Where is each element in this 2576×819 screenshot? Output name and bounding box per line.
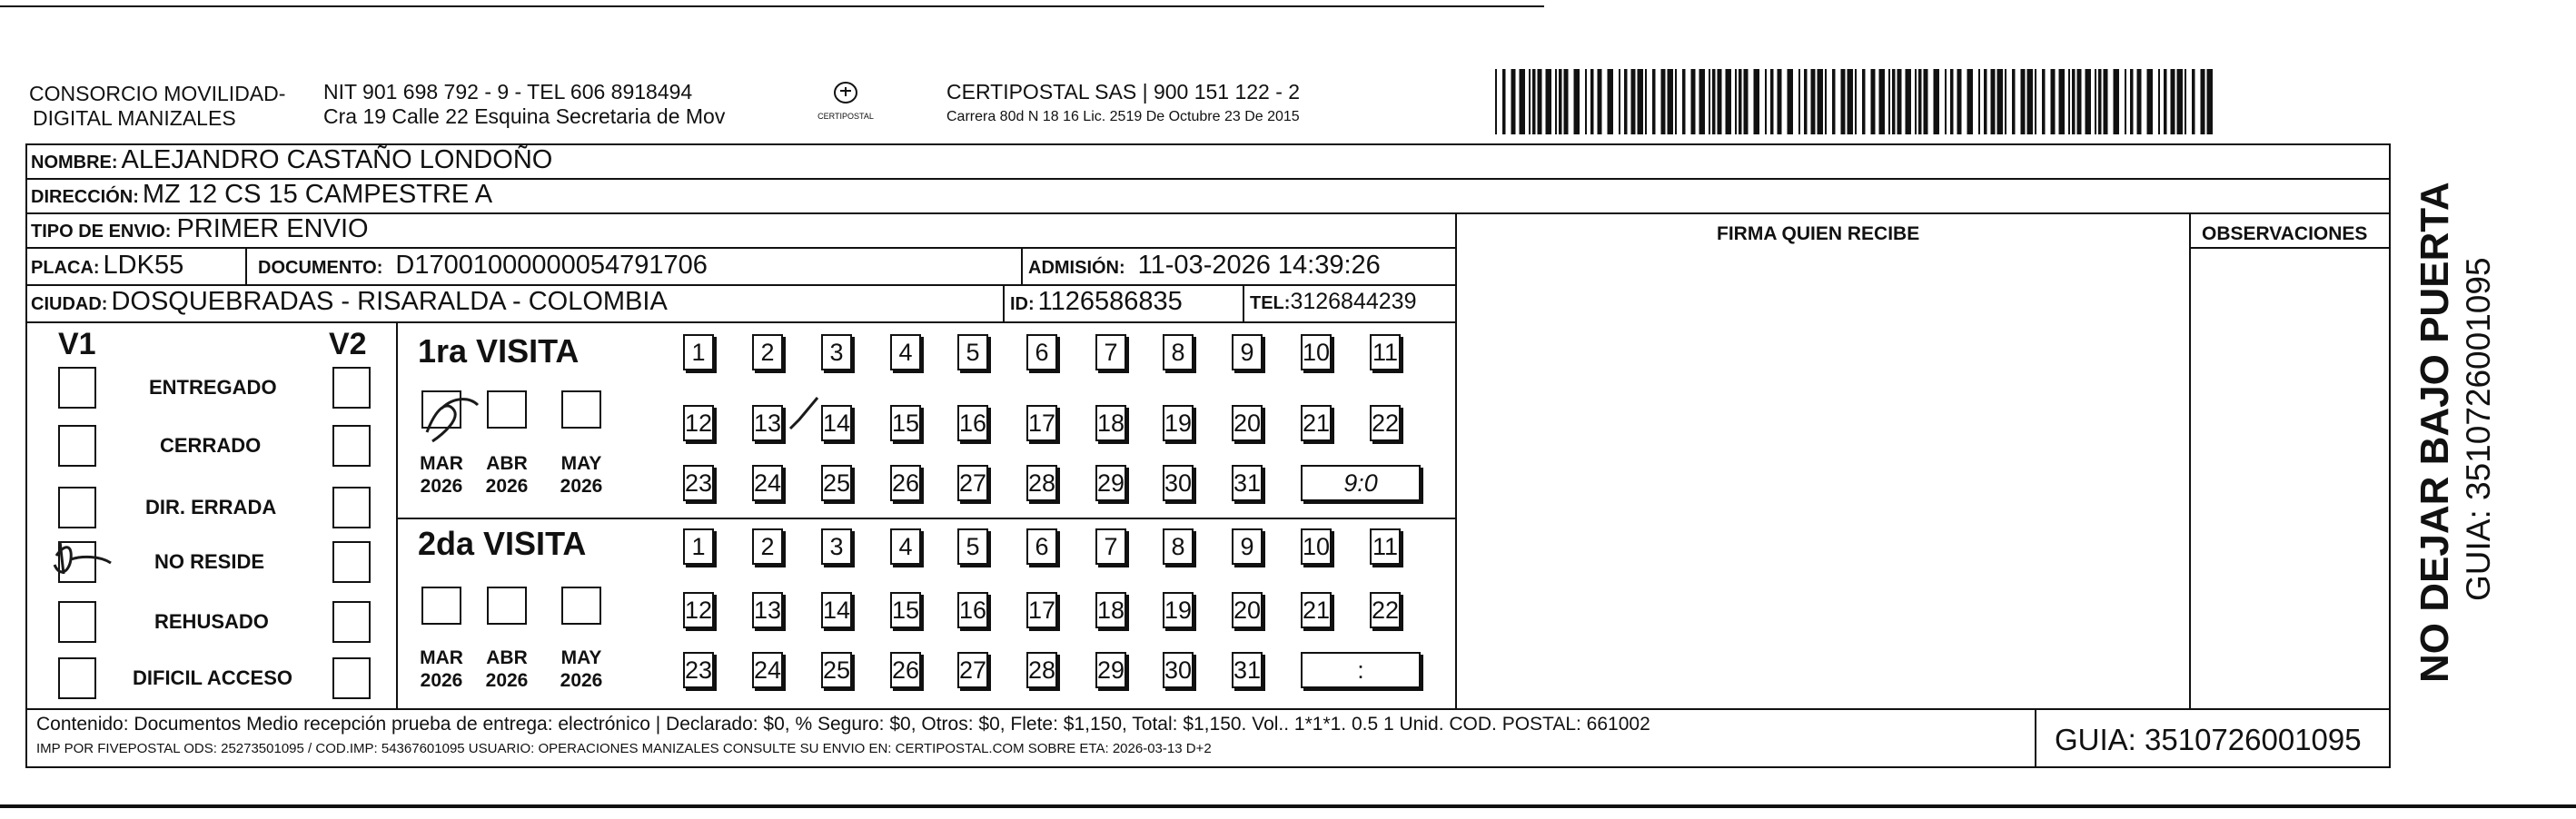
status-divider — [396, 321, 398, 708]
barcode-bar — [1564, 69, 1569, 134]
day-box[interactable]: 5 — [957, 528, 988, 565]
barcode-bar — [1841, 69, 1846, 134]
barcode-bar — [1538, 69, 1542, 134]
barcode-bar — [1645, 69, 1647, 134]
day-box[interactable]: 24 — [752, 652, 783, 688]
barcode-bar — [2012, 69, 2016, 134]
day-box[interactable]: 14 — [821, 592, 852, 628]
day-box[interactable]: 2 — [752, 528, 783, 565]
barcode-bar — [2098, 69, 2102, 134]
barcode-bar — [1559, 69, 1562, 134]
barcode-bar — [1495, 69, 1497, 134]
day-box[interactable]: 17 — [1026, 405, 1057, 441]
day-box[interactable]: 12 — [683, 592, 714, 628]
month-label — [414, 452, 469, 498]
barcode-bar — [1699, 69, 1706, 134]
day-box[interactable]: 21 — [1301, 405, 1332, 441]
day-box[interactable]: 7 — [1095, 334, 1126, 370]
status-option-label: ENTREGADO — [149, 376, 277, 399]
nombre-value: ALEJANDRO CASTAÑO LONDOÑO — [121, 145, 553, 174]
first-visit-title: 1ra VISITA — [418, 332, 580, 370]
month-name: ABR — [486, 647, 528, 668]
barcode-bar — [1668, 69, 1674, 134]
barcode-bar — [1862, 69, 1866, 134]
barcode-bar — [1754, 69, 1760, 134]
barcode-bar — [1924, 69, 1928, 134]
barcode-bar — [2095, 69, 2096, 134]
courier-logo — [816, 80, 876, 121]
barcode-bar — [1631, 69, 1636, 134]
v2-checkbox[interactable] — [332, 657, 371, 699]
tipo-value: PRIMER ENVIO — [176, 214, 369, 243]
month-checkbox[interactable] — [487, 587, 527, 625]
month-label — [414, 646, 469, 692]
status-option-label: DIR. ERRADA — [145, 496, 277, 518]
day-box[interactable]: 14 — [821, 405, 852, 441]
rule-4 — [25, 284, 1455, 286]
barcode-bar — [1608, 69, 1614, 134]
ciudad-row — [31, 287, 668, 317]
second-visit-title: 2da VISITA — [418, 525, 587, 562]
month-year: 2026 — [560, 670, 603, 691]
barcode-bar — [1778, 69, 1782, 134]
day-box[interactable]: 13 — [752, 592, 783, 628]
day-box[interactable]: 4 — [890, 334, 921, 370]
barcode-bar — [1832, 69, 1836, 134]
day-box[interactable]: 22 — [1370, 405, 1401, 441]
v2-checkbox[interactable] — [332, 601, 371, 643]
barcode-bar — [2137, 69, 2142, 134]
barcode-bar — [2035, 69, 2036, 134]
barcode-bar — [1661, 69, 1666, 134]
documento-value: D17001000000054791706 — [395, 251, 708, 280]
barcode-bar — [2164, 69, 2167, 134]
day-box[interactable]: 15 — [890, 592, 921, 628]
day-box[interactable]: 8 — [1163, 528, 1194, 565]
courier-logo-icon — [827, 80, 864, 107]
barcode-bar — [1855, 69, 1857, 134]
barcode-bar — [1682, 69, 1686, 134]
barcode-bar — [1906, 69, 1912, 134]
barcode-bar — [1871, 69, 1876, 134]
sender-nit: NIT 901 698 792 - 9 - TEL 606 8918494 — [323, 80, 693, 104]
day-box[interactable]: 31 — [1232, 652, 1263, 688]
barcode-bar — [1984, 69, 1987, 134]
barcode-bar — [2171, 69, 2175, 134]
day-box[interactable]: 23 — [683, 465, 714, 501]
courier-logo-text: CERTIPOSTAL — [817, 112, 874, 121]
barcode-bar — [1950, 69, 1954, 134]
barcode-bar — [2051, 69, 2056, 134]
barcode-bar — [2104, 69, 2108, 134]
tel-divider — [1243, 284, 1244, 321]
month-year: 2026 — [420, 670, 463, 691]
id-divider — [1003, 284, 1005, 321]
nombre-row — [31, 145, 552, 175]
barcode-bar — [1585, 69, 1587, 134]
barcode-bar — [1978, 69, 1980, 134]
v1-checkbox[interactable] — [58, 601, 96, 643]
month-name: ABR — [486, 453, 528, 474]
barcode-bar — [1997, 69, 2004, 134]
courier-line-2: Carrera 80d N 18 16 Lic. 2519 De Octubre 23 De 2015 — [946, 109, 1300, 124]
v1-checkbox[interactable] — [58, 367, 96, 409]
day-box[interactable]: 9 — [1232, 334, 1263, 370]
day-box[interactable]: 29 — [1095, 652, 1126, 688]
barcode-bar — [2027, 69, 2034, 134]
barcode-bar — [1520, 69, 1526, 134]
day-box[interactable]: 17 — [1026, 592, 1057, 628]
barcode-bar — [2177, 69, 2184, 134]
barcode-bar — [2086, 69, 2092, 134]
day-box[interactable]: 28 — [1026, 465, 1057, 501]
barcode-bar — [1726, 69, 1732, 134]
barcode-bar — [2158, 69, 2160, 134]
v2-checkbox[interactable] — [332, 541, 371, 583]
barcode-bar — [1546, 69, 1552, 134]
day-box[interactable]: 20 — [1232, 592, 1263, 628]
barcode-bar — [2185, 69, 2186, 134]
barcode-bar — [2021, 69, 2026, 134]
tel-row — [1250, 289, 1416, 315]
placa-row — [31, 251, 183, 281]
day-box[interactable]: 11 — [1370, 528, 1401, 565]
side-guia: GUIA: 3510726001095 — [2460, 257, 2497, 601]
barcode-bar — [1848, 69, 1854, 134]
day-box[interactable]: 5 — [957, 334, 988, 370]
barcode-bar — [1818, 69, 1824, 134]
placa-value: LDK55 — [103, 251, 184, 280]
day-box[interactable]: 25 — [821, 465, 852, 501]
barcode-bar — [1915, 69, 1917, 134]
day-box[interactable]: 18 — [1095, 592, 1126, 628]
direccion-row — [31, 180, 492, 210]
status-option-label: CERRADO — [160, 434, 262, 457]
barcode-bar — [2042, 69, 2046, 134]
admision-label: ADMISIÓN: — [1028, 258, 1125, 278]
month-year: 2026 — [420, 476, 463, 497]
barcode-bar — [1675, 69, 1677, 134]
barcode-bar — [1991, 69, 1996, 134]
month-label — [554, 452, 609, 498]
barcode-bar — [2147, 69, 2154, 134]
barcode-bar — [1709, 69, 1710, 134]
barcode-bar — [1638, 69, 1644, 134]
firma-header: FIRMA QUIEN RECIBE — [1717, 223, 1920, 244]
rule-3 — [25, 247, 1455, 249]
day-box[interactable]: 19 — [1163, 405, 1194, 441]
day-box[interactable]: 27 — [957, 652, 988, 688]
placa-label: PLACA: — [31, 258, 100, 278]
barcode-bar — [1957, 69, 1962, 134]
day-box[interactable]: 25 — [821, 652, 852, 688]
footer-content: Contenido: Documentos Medio recepción prueba de entrega: electrónico | Declarado: $0, % Seguro: $0, Otros: $0, Flete: $1,150, Total: $1,150. Vol.. 1*1*1. 0.5 1 Unid. COD. POSTAL: 661002 — [36, 714, 1650, 735]
barcode-bar — [1735, 69, 1737, 134]
barcode-bar — [1945, 69, 1947, 134]
time-box[interactable]: : — [1301, 652, 1421, 688]
barcode — [1495, 69, 2218, 134]
footer-guia-divider — [2035, 708, 2036, 768]
barcode-bar — [1739, 69, 1742, 134]
day-box[interactable]: 30 — [1163, 465, 1194, 501]
courier-line-1: CERTIPOSTAL SAS | 900 151 122 - 2 — [946, 80, 1301, 104]
day-box[interactable]: 19 — [1163, 592, 1194, 628]
barcode-bar — [2192, 69, 2195, 134]
day-box[interactable]: 31 — [1232, 465, 1263, 501]
day-box[interactable]: 18 — [1095, 405, 1126, 441]
barcode-bar — [1652, 69, 1656, 134]
v1-checkbox[interactable] — [58, 541, 96, 583]
time-box[interactable]: 9:0 — [1301, 465, 1421, 501]
bottom-edge — [0, 804, 2576, 808]
documento-row — [258, 251, 708, 281]
sender-line-2: DIGITAL MANIZALES — [33, 106, 236, 130]
tel-label: TEL: — [1250, 293, 1291, 313]
barcode-bar — [1770, 69, 1774, 134]
month-checkbox[interactable] — [421, 587, 461, 625]
month-checkbox[interactable] — [487, 390, 527, 429]
firma-area[interactable] — [1457, 249, 2189, 708]
status-option-label: DIFICIL ACCESO — [133, 666, 293, 689]
tel-value: 3126844239 — [1290, 289, 1417, 314]
day-box[interactable]: 21 — [1301, 592, 1332, 628]
v1-header: V1 — [58, 327, 96, 361]
sender-address: Cra 19 Calle 22 Esquina Secretaria de Mov — [323, 104, 726, 128]
day-box[interactable]: 29 — [1095, 465, 1126, 501]
day-box[interactable]: 16 — [957, 405, 988, 441]
barcode-bar — [1804, 69, 1808, 134]
v2-checkbox[interactable] — [332, 425, 371, 467]
rule-5 — [25, 321, 1455, 323]
month-name: MAR — [420, 647, 463, 668]
ciudad-label: CIUDAD: — [31, 294, 108, 314]
barcode-bar — [1788, 69, 1794, 134]
barcode-bar — [2201, 69, 2205, 134]
day-box[interactable]: 1 — [683, 528, 714, 565]
no-dejar-bajo-puerta: NO DEJAR BAJO PUERTA — [2413, 182, 2457, 683]
barcode-bar — [1502, 69, 1506, 134]
barcode-bar — [1879, 69, 1886, 134]
sender-name — [29, 82, 285, 131]
month-label — [480, 646, 534, 692]
day-box[interactable]: 13 — [752, 405, 783, 441]
day-box[interactable]: 8 — [1163, 334, 1194, 370]
v1-checkbox[interactable] — [58, 657, 96, 699]
barcode-bar — [1529, 69, 1531, 134]
day-box[interactable]: 15 — [890, 405, 921, 441]
day-box[interactable]: 6 — [1026, 334, 1057, 370]
v1-checkbox[interactable] — [58, 425, 96, 467]
observaciones-area[interactable] — [2191, 249, 2391, 708]
day-box[interactable]: 27 — [957, 465, 988, 501]
day-box[interactable]: 26 — [890, 652, 921, 688]
admision-value: 11-03-2026 14:39:26 — [1137, 251, 1381, 280]
barcode-bar — [2068, 69, 2070, 134]
day-box[interactable]: 11 — [1370, 334, 1401, 370]
barcode-bar — [1574, 69, 1580, 134]
courier-info — [946, 80, 1300, 126]
barcode-bar — [1712, 69, 1716, 134]
day-box[interactable]: 26 — [890, 465, 921, 501]
v1-checkbox[interactable] — [58, 487, 96, 528]
barcode-bar — [1691, 69, 1696, 134]
top-edge — [0, 5, 1544, 7]
direccion-label: DIRECCIÓN: — [31, 187, 139, 207]
barcode-bar — [2077, 69, 2082, 134]
id-value: 1126586835 — [1037, 287, 1183, 316]
observaciones-header: OBSERVACIONES — [2202, 223, 2368, 244]
v2-checkbox[interactable] — [332, 487, 371, 528]
day-box[interactable]: 16 — [957, 592, 988, 628]
day-box[interactable]: 3 — [821, 334, 852, 370]
month-checkbox[interactable] — [421, 390, 461, 429]
month-name: MAY — [560, 647, 602, 668]
barcode-bar — [1918, 69, 1922, 134]
day-box[interactable]: 6 — [1026, 528, 1057, 565]
visit-divider — [396, 518, 1455, 519]
month-name: MAR — [420, 453, 463, 474]
barcode-bar — [1934, 69, 1940, 134]
barcode-bar — [1765, 69, 1767, 134]
day-box[interactable]: 1 — [683, 334, 714, 370]
day-box[interactable]: 12 — [683, 405, 714, 441]
barcode-bar — [2207, 69, 2214, 134]
v2-header: V2 — [329, 327, 367, 361]
day-box[interactable]: 10 — [1301, 334, 1332, 370]
barcode-bar — [2059, 69, 2066, 134]
barcode-bar — [1624, 69, 1628, 134]
day-box[interactable]: 4 — [890, 528, 921, 565]
barcode-bar — [1511, 69, 1516, 134]
rule-2 — [25, 212, 2391, 214]
day-box[interactable]: 20 — [1232, 405, 1263, 441]
barcode-bar — [1555, 69, 1557, 134]
barcode-bar — [2005, 69, 2006, 134]
barcode-bar — [1590, 69, 1594, 134]
month-year: 2026 — [485, 670, 529, 691]
ciudad-value: DOSQUEBRADAS - RISARALDA - COLOMBIA — [111, 287, 668, 316]
barcode-bar — [1825, 69, 1827, 134]
tipo-row — [31, 214, 369, 244]
barcode-bar — [1897, 69, 1902, 134]
barcode-bar — [1798, 69, 1800, 134]
barcode-bar — [1892, 69, 1896, 134]
barcode-bar — [1619, 69, 1620, 134]
day-box[interactable]: 2 — [752, 334, 783, 370]
status-option-label: REHUSADO — [154, 610, 269, 633]
nombre-label: NOMBRE: — [31, 153, 118, 173]
id-label: ID: — [1010, 294, 1035, 314]
month-year: 2026 — [560, 476, 603, 497]
day-box[interactable]: 24 — [752, 465, 783, 501]
sender-info — [323, 80, 725, 129]
barcode-bar — [1532, 69, 1536, 134]
month-label — [554, 646, 609, 692]
barcode-bar — [2072, 69, 2076, 134]
day-box[interactable]: 23 — [683, 652, 714, 688]
barcode-bar — [1718, 69, 1722, 134]
footer-guia: GUIA: 3510726001095 — [2055, 723, 2362, 756]
month-checkbox[interactable] — [561, 390, 601, 429]
v2-checkbox[interactable] — [332, 367, 371, 409]
month-label — [480, 452, 534, 498]
day-box[interactable]: 3 — [821, 528, 852, 565]
sender-line-1: CONSORCIO MOVILIDAD- — [29, 82, 286, 105]
barcode-bar — [2114, 69, 2120, 134]
day-box[interactable]: 22 — [1370, 592, 1401, 628]
tipo-label: TIPO DE ENVIO: — [31, 222, 172, 242]
direccion-value: MZ 12 CS 15 CAMPESTRE A — [142, 180, 493, 209]
placa-divider — [245, 247, 247, 284]
day-box[interactable]: 10 — [1301, 528, 1332, 565]
barcode-bar — [1744, 69, 1749, 134]
month-checkbox[interactable] — [561, 587, 601, 625]
barcode-bar — [2130, 69, 2134, 134]
day-box[interactable]: 7 — [1095, 528, 1126, 565]
documento-label: DOCUMENTO: — [258, 258, 383, 278]
barcode-bar — [1967, 69, 1974, 134]
barcode-bar — [1811, 69, 1816, 134]
id-row — [1010, 287, 1183, 317]
admision-divider — [1021, 247, 1023, 284]
status-option-label: NO RESIDE — [154, 550, 265, 573]
month-name: MAY — [560, 453, 602, 474]
footer-tracking: IMP POR FIVEPOSTAL ODS: 25273501095 / COD.IMP: 54367601095 USUARIO: OPERACIONES MANIZALES CONSULTE SU ENVIO EN: CERTIPOSTAL.COM SOBRE ETA: 2026-03-13 D+2 — [36, 741, 1212, 756]
barcode-bar — [1598, 69, 1602, 134]
day-box[interactable]: 28 — [1026, 652, 1057, 688]
barcode-bar — [2125, 69, 2126, 134]
barcode-bar — [1888, 69, 1890, 134]
month-year: 2026 — [485, 476, 529, 497]
day-box[interactable]: 9 — [1232, 528, 1263, 565]
day-box[interactable]: 30 — [1163, 652, 1194, 688]
admision-row — [1028, 251, 1381, 281]
